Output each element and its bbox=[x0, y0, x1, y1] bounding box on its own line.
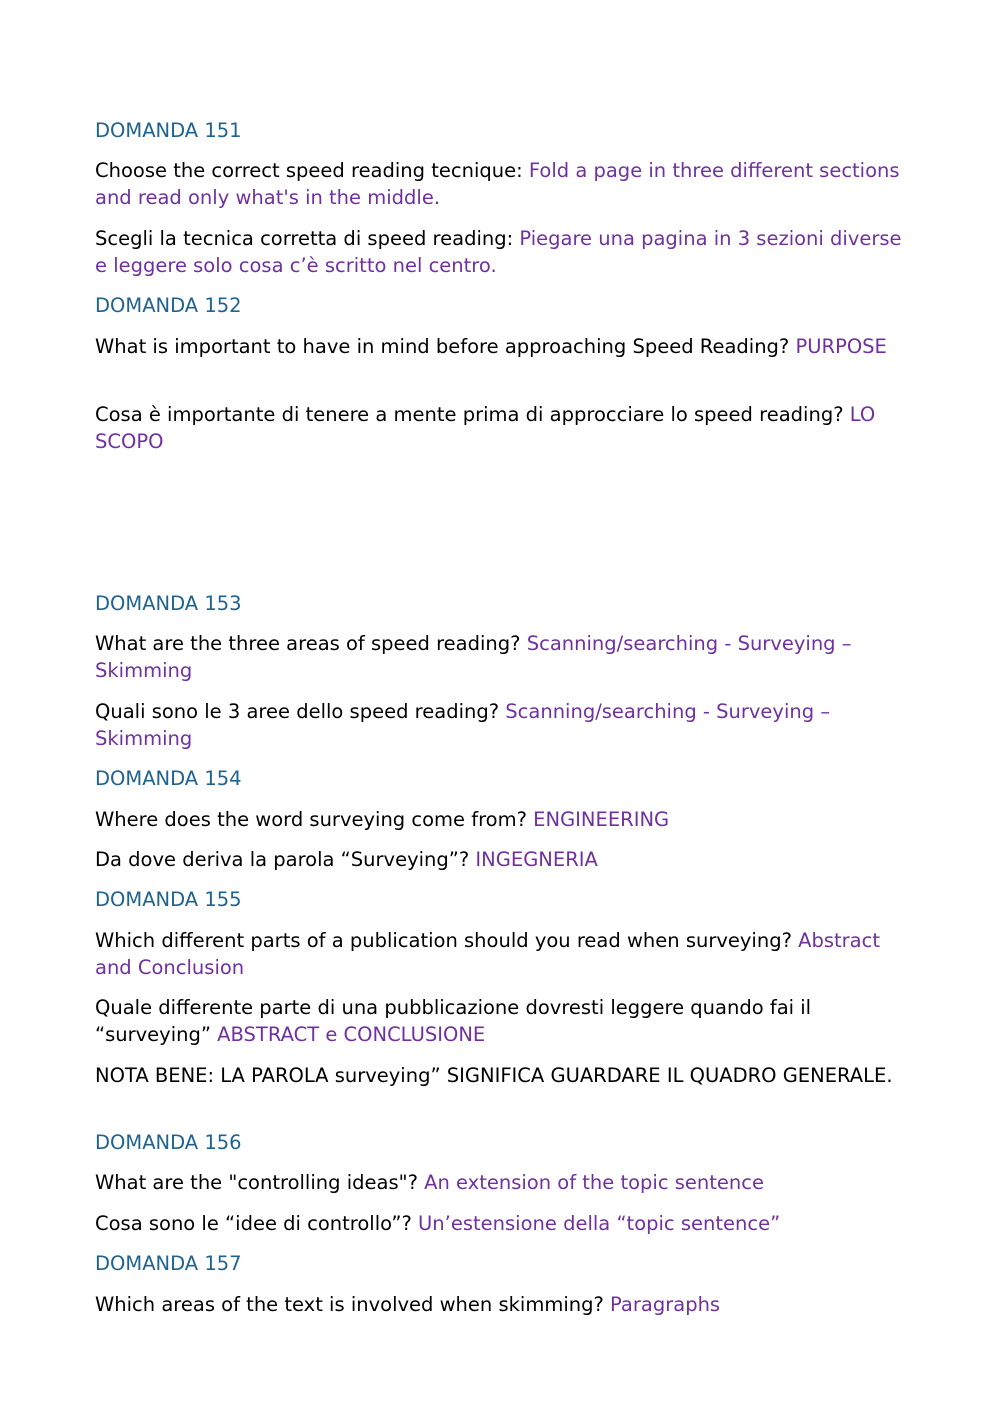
answer-text: PURPOSE bbox=[795, 335, 887, 358]
question-english bbox=[95, 927, 910, 981]
question-heading: DOMANDA 153 bbox=[95, 592, 242, 615]
question-text: Cosa è importante di tenere a mente prima di approcciare lo speed reading? bbox=[95, 403, 850, 426]
question-text: Where does the word surveying come from? bbox=[95, 808, 534, 831]
question-english bbox=[95, 333, 910, 360]
question-italian bbox=[95, 1210, 910, 1237]
answer-text: An extension of the topic sentence bbox=[424, 1171, 765, 1194]
question-text: Scegli la tecnica corretta di speed reading: bbox=[95, 227, 520, 250]
question-italian bbox=[95, 994, 910, 1048]
answer-text: Un’estensione della “topic sentence” bbox=[418, 1212, 781, 1235]
question-heading: DOMANDA 156 bbox=[95, 1131, 242, 1154]
question-heading: DOMANDA 155 bbox=[95, 888, 242, 911]
question-english bbox=[95, 630, 910, 684]
question-text: What are the "controlling ideas"? bbox=[95, 1171, 425, 1194]
answer-text: ENGINEERING bbox=[533, 808, 670, 831]
answer-text: Fold a page in three different sections and read only what's in the middle. bbox=[95, 159, 900, 209]
question-text: What is important to have in mind before approaching Speed Reading? bbox=[95, 335, 796, 358]
question-text: Cosa sono le “idee di controllo”? bbox=[95, 1212, 419, 1235]
answer-text: Abstract and Conclusion bbox=[95, 929, 880, 979]
question-italian bbox=[95, 225, 910, 279]
question-english bbox=[95, 157, 910, 211]
question-text: Da dove deriva la parola “Surveying”? bbox=[95, 848, 476, 871]
question-italian bbox=[95, 846, 910, 873]
question-text: Which areas of the text is involved when skimming? bbox=[95, 1293, 611, 1316]
answer-text: Scanning/searching - Surveying – Skimming bbox=[95, 700, 831, 750]
question-english bbox=[95, 1291, 910, 1318]
question-text: Choose the correct speed reading tecnique: bbox=[95, 159, 529, 182]
answer-text: Paragraphs bbox=[610, 1293, 721, 1316]
question-text: Quale differente parte di una pubblicazione dovresti leggere quando fai il “surveying” bbox=[95, 996, 812, 1046]
question-heading: DOMANDA 157 bbox=[95, 1252, 242, 1275]
answer-text: INGEGNERIA bbox=[475, 848, 598, 871]
answer-text: LO SCOPO bbox=[95, 403, 876, 453]
question-heading: DOMANDA 154 bbox=[95, 767, 242, 790]
question-heading: DOMANDA 151 bbox=[95, 119, 242, 142]
question-italian bbox=[95, 698, 910, 752]
question-text: Quali sono le 3 aree dello speed reading? bbox=[95, 700, 506, 723]
question-english bbox=[95, 1169, 910, 1196]
answer-text: ABSTRACT e CONCLUSIONE bbox=[217, 1023, 486, 1046]
question-text: What are the three areas of speed reading? bbox=[95, 632, 527, 655]
question-italian bbox=[95, 401, 910, 455]
question-heading: DOMANDA 152 bbox=[95, 294, 242, 317]
question-english bbox=[95, 806, 910, 833]
answer-text: Scanning/searching - Surveying – Skimming bbox=[95, 632, 852, 682]
question-text: Which different parts of a publication should you read when surveying? bbox=[95, 929, 799, 952]
note-text: NOTA BENE: LA PAROLA surveying” SIGNIFICA GUARDARE IL QUADRO GENERALE. bbox=[95, 1064, 893, 1087]
answer-text: Piegare una pagina in 3 sezioni diverse e leggere solo cosa c’è scritto nel centro. bbox=[95, 227, 902, 277]
